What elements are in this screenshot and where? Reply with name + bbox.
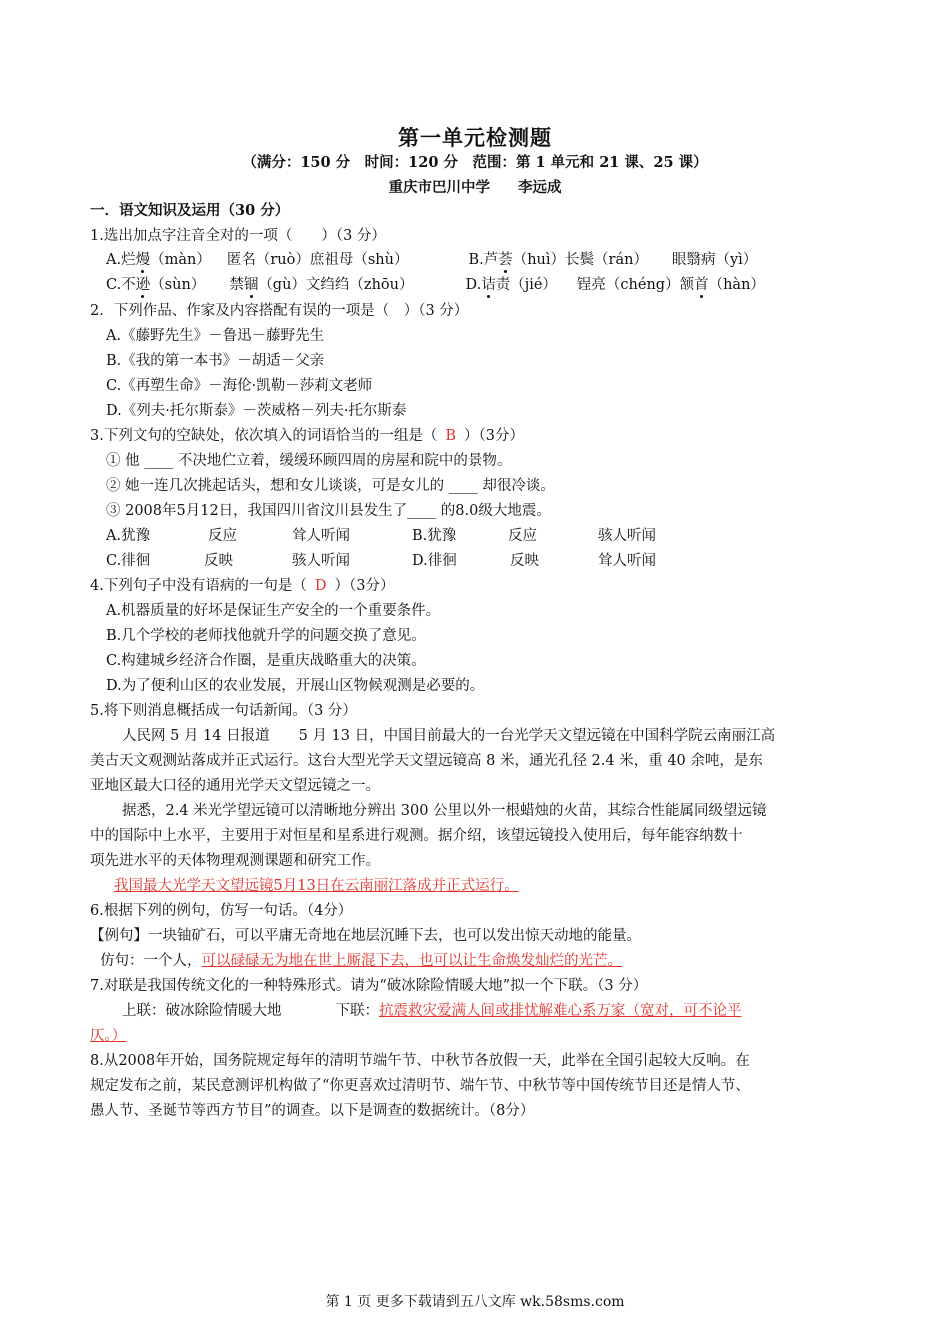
question-5-stem: 5.将下则消息概括成一句话新闻。（3 分）: [90, 703, 357, 719]
page-footer: 第 1 页 更多下载请到五八文库 wk.58sms.com: [325, 1294, 625, 1310]
question-4-option-a: A.机器质量的好坏是保证生产安全的一个重要条件。: [106, 603, 441, 619]
question-3-sentence-1: ① 他 ____ 不决地伫立着，缓缓环顾四周的房屋和院中的景物。: [106, 453, 512, 469]
dotted-char: 首: [694, 277, 709, 293]
question-8-line-3: 愚人节、圣诞节等西方节目”的调查。以下是调查的数据统计。（8分）: [90, 1103, 535, 1119]
author-name: 李远成: [518, 179, 562, 196]
question-3-sentence-3: ③ 2008年5月12日，我国四川省汶川县发生了____ 的8.0级大地震。: [106, 503, 551, 519]
page-title: 第一单元检测题: [398, 125, 552, 150]
question-2-option-a: A.《藤野先生》－鲁迅－藤野先生: [106, 328, 325, 344]
question-3-options-cd: C.徘徊 反映 骇人听闻 D.徘徊 反映 耸人听闻: [106, 553, 656, 569]
news-paragraph-1-line-3: 亚地区最大口径的通用光学天文望远镜之一。: [90, 778, 380, 794]
question-6-stem: 6.根据下列的例句，仿写一句话。（4分）: [90, 903, 353, 919]
question-3-options-ab: A.犹豫 反应 耸人听闻 B.犹豫 反应 骇人听闻: [106, 528, 656, 544]
news-paragraph-2-line-2: 中的国际中上水平，主要用于对恒星和星系进行观测。据介绍，该望远镜投入使用后，每年能容纳数十: [90, 828, 743, 844]
question-3-sentence-2: ② 她一连几次挑起话头，想和女儿谈谈，可是女儿的 ____ 却很冷谈。: [106, 478, 555, 494]
question-2-option-b: B.《我的第一本书》－胡适－父亲: [106, 353, 325, 369]
news-paragraph-1-line-1: 人民网 5 月 14 日报道 5 月 13 日，中国目前最大的一台光学天文望远镜在中国科学院云南丽江高: [122, 728, 776, 744]
news-paragraph-1-line-2: 美古天文观测站落成并正式运行。这台大型光学天文望远镜高 8 米，通光孔径 2.4 米，重 40 余吨，是东: [90, 753, 763, 769]
question-7-stem: 7.对联是我国传统文化的一种特殊形式。请为“破冰除险情暖大地”拟一个下联。（3 分）: [90, 978, 648, 994]
question-3-stem: 3.下列文句的空缺处，依次填入的词语恰当的一组是（ B ）（3分）: [90, 428, 524, 444]
dotted-char: 诘: [481, 277, 496, 293]
question-7-answer-1: 抗震救灾爱满人间或排忧解难心系万家（宽对，可不论平: [379, 1003, 742, 1019]
question-1-row2: C.不逊（sùn） 禁锢（gù）文绉绉（zhōu） D.诘责（jié） 锃亮（chéng）颔首（hàn）: [106, 277, 765, 293]
question-8-line-2: 规定发布之前，某民意测评机构做了“你更喜欢过清明节、端午节、中秋节等中国传统节目还是情人节、: [90, 1078, 750, 1094]
news-paragraph-2-line-3: 项先进水平的天体物理观测课题和研究工作。: [90, 853, 380, 869]
school-name: 重庆市巴川中学: [388, 179, 490, 196]
question-4-answer: D: [314, 578, 327, 594]
author-line: [0, 176, 950, 197]
couplet-line: [122, 1001, 742, 1021]
question-6-example: 【例句】一块铀矿石，可以平庸无奇地在地层沉睡下去，也可以发出惊天动地的能量。: [90, 928, 641, 944]
dotted-char: 锢: [243, 277, 259, 293]
news-paragraph-2-line-1: 据悉，2.4 米光学望远镜可以清晰地分辨出 300 公里以外一根蜡烛的火苗，其综合性能属同级望远镜: [122, 803, 767, 819]
exam-meta: （满分：150 分 时间：120 分 范围：第 1 单元和 21 课、25 课）: [242, 154, 708, 171]
question-4-option-d: D.为了便利山区的农业发展，开展山区物候观测是必要的。: [106, 678, 485, 694]
question-2-option-c: C.《再塑生命》－海伦·凯勒－莎莉文老师: [106, 378, 373, 394]
question-7-answer-2: 仄。）: [90, 1028, 127, 1044]
upper-couplet: 上联：破冰除险情暖大地: [122, 1003, 282, 1019]
dotted-char: 熳: [135, 252, 151, 268]
question-4-stem: 4.下列句子中没有语病的一句是（ D ）（3分）: [90, 578, 395, 594]
section-heading: 一．语文知识及运用（30 分）: [90, 202, 290, 219]
question-2-option-d: D.《列夫·托尔斯泰》－茨威格－列夫·托尔斯泰: [106, 403, 407, 419]
dotted-char: 荟: [498, 252, 513, 268]
question-1-row1: A.烂熳（màn） 匿名（ruò）庶祖母（shù） B.芦荟（huì）长鬓（rán） 眼翳病（yì）: [106, 252, 758, 268]
question-8-line-1: 8.从2008年开始，国务院规定每年的清明节端午节、中秋节各放假一天，此举在全国引起较大反响。在: [90, 1053, 750, 1069]
question-4-option-b: B.几个学校的老师找他就升学的问题交换了意见。: [106, 628, 426, 644]
question-4-option-c: C.构建城乡经济合作圈，是重庆战略重大的决策。: [106, 653, 426, 669]
dotted-char: 逊: [135, 277, 151, 293]
question-1-stem: 1.选出加点字注音全对的一项（ ）（3 分）: [90, 228, 386, 244]
question-6-answer: 可以碌碌无为地在世上厮混下去，也可以让生命焕发灿烂的光芒。: [201, 953, 622, 969]
question-7-answer-line-2: [90, 1026, 166, 1046]
question-3-answer: B: [445, 428, 456, 444]
question-5-answer: 我国最大光学天文望远镜5月13日在云南丽江落成并正式运行。: [114, 878, 519, 894]
question-2-stem: 2．下列作品、作家及内容搭配有误的一项是（ ）（3 分）: [90, 303, 469, 319]
question-6-imitation: 仿句：一个人，可以碌碌无为地在世上厮混下去，也可以让生命焕发灿烂的光芒。: [100, 953, 622, 969]
lower-couplet-label: 下联：: [335, 1003, 379, 1019]
